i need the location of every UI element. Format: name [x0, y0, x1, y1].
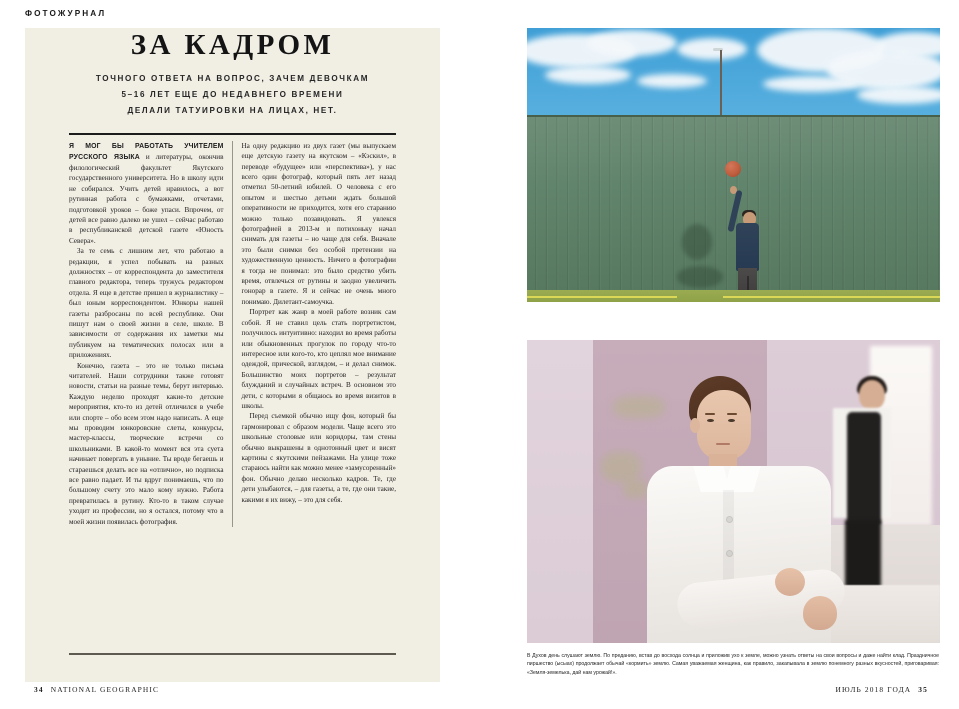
portrait-eyebrow-left: [705, 413, 715, 415]
background-student-head: [859, 380, 885, 410]
portrait-ear: [690, 418, 700, 433]
basketball: [725, 161, 741, 177]
shirt-button: [726, 516, 733, 523]
wall-stain: [601, 452, 641, 482]
boy-jacket: [736, 223, 759, 271]
portrait-face: [697, 390, 751, 460]
article-column-2: [233, 141, 397, 527]
cloud-shape: [587, 30, 677, 56]
deck-line-1: ТОЧНОГО ОТВЕТА НА ВОПРОС, ЗАЧЕМ ДЕВОЧКАМ: [95, 74, 370, 84]
field-marking-line: [527, 296, 677, 298]
issue-date: ИЮЛЬ 2018 ГОДА: [835, 685, 912, 694]
background-student-vest: [847, 412, 881, 524]
cloud-shape: [545, 66, 631, 84]
page-title: ЗА КАДРОМ: [130, 29, 335, 61]
article-column-1: [69, 141, 233, 527]
cloud-shape: [857, 86, 940, 104]
photo-caption: В Духов день слушают землю. По преданию, встав до восхода солнца и приложив ухо к земле, можно узнать ответы на свои вопросы и даже найти клад. Праздничное пиршество (ысыах) продолжает обычай «кормить» землю. Самая уважаемая женщина, как правило, закапывала в землю понемногу разных вкусностей, приговаривая: «Земля-земелька, дай нам урожай!».: [527, 653, 939, 676]
page-number: 35: [918, 685, 928, 694]
photo-schoolboy-portrait: [527, 340, 940, 643]
photo-boy-with-ball: [527, 28, 940, 302]
portrait-eyebrow-right: [727, 413, 737, 415]
fence-top-edge: [527, 115, 940, 117]
right-page: [480, 0, 959, 709]
cloud-shape: [677, 38, 747, 60]
cloud-shape: [763, 76, 859, 92]
paragraph: На одну редакцию из двух газет (мы выпускаем еще детскую газету на якутском – «Кэскил», в переводе «будущее» или «перспектива»), у нас всего один фотограф, который пять лет назад отметил 50-летний юбилей. О человека с его опытом и шестью детьми ждать большой оперативности не приходится, хотя его старанию можно только позавидовать. Я увлекся фотографией в 2013-м и потихоньку начал снимать для газеты – но чаще для себя. Вначале это были снимки без особой претензии на художественную ценность. Ничего в фотографии я тогда не понимал: это было средство убить время, отвлечься от рутины и заодно увеличить гонорар в газете. Я и сейчас не очень много понимаю. Дилетант-самоучка.: [241, 141, 396, 306]
folio-left: [34, 685, 159, 694]
section-kicker: ФОТОЖУРНАЛ: [25, 9, 107, 18]
divider-top: [69, 133, 396, 135]
folio-right: [835, 685, 928, 694]
publication-name: NATIONAL GEOGRAPHIC: [50, 685, 160, 694]
paragraph: Перед съемкой обычно ищу фон, который бы гармонировал с образом модели. Чаще всего это школьные столовые или коридоры, там стены обычно выкрашены в однотонный цвет и висят картины с якутскими пейзажами. На улице тоже стараюсь найти как можно менее «замусоренный» фон. Обычно делаю несколько кадров. Те, где дети улыбаются, – для газеты, а те, где они такие, какими я их вижу, – это для себя.: [241, 412, 396, 504]
paragraph: [69, 141, 224, 246]
shirt-button: [726, 550, 733, 557]
lead-in-text: Я МОГ БЫ РАБОТАТЬ УЧИТЕЛЕМ РУССКОГО ЯЗЫКА: [69, 142, 224, 161]
wall-shadow: [682, 224, 712, 260]
wall-stain: [613, 396, 665, 418]
article: [69, 30, 396, 527]
page-number: 34: [34, 685, 44, 694]
deck-line-3: ДЕЛАЛИ ТАТУИРОВКИ НА ЛИЦАХ, НЕТ.: [127, 106, 338, 115]
paragraph: За те семь с лишним лет, что работаю в редакции, я успел побывать на разных должностях – от корреспондента до заместителя главного редактора, теперь тружусь редактором отдела. Я еще в детстве пришел в журналистику – был юным корреспондентом. Юнкоры нашей газеты разбросаны по всей республике. Они пишут нам о своей жизни в селе, школе. В зависимости от содержания их заметки мы публикуем на тематических полосах или в приложениях.: [69, 247, 224, 360]
article-deck: [69, 71, 396, 118]
paragraph: Портрет как жанр в моей работе возник сам собой. Я не ставил цель стать портретистом, получилось интуитивно: находил во время работы или обыкновенных прогулок по городу что-то интересное или кого-то, кто цеплял мое внимание одеждой, прической, взглядом, – и делал снимок. Большинство моих портретов – результат блужданий и случайных встреч. В основном это дети, с которыми я общаюсь во время визитов в школы.: [241, 308, 396, 410]
divider-bottom: [69, 653, 396, 655]
portrait-fist: [803, 596, 837, 630]
portrait-hand-upper: [775, 568, 805, 596]
wall-shadow: [677, 266, 723, 288]
paragraph: Конечно, газета – это не только письма читателей. Наши сотрудники также готовят новости, статьи на разные темы, берут интервью. Каждую неделю проходят какие-то детские мероприятия, кто-то из детей отличился в учебе или спорте – обо всем этом надо написать. А еще мы проводим юнкоровские слеты, конкурсы, мастер-классы, творческие встречи со школьниками. В какой-то момент вся эта суета начинает повергать в уныние. Ты вроде бегаешь и стараешься делать все на «отлично», но подписка все равно падает. И ты вдруг понимаешь, что по большому счету это мало кому нужно. Работа превратилась в рутину. Кто-то в таком случае уходит из профессии, но я остался, потому что в моей жизни появилась фотография.: [69, 361, 224, 526]
field-marking-line: [723, 296, 940, 298]
paragraph-text: и литературы, окончив филологический факультет Якутского государственного университета. Но в школу идти не собирался. Учить детей нравилось, а вот рутинная работа с бумажками, отчетами, подготовкой уроков – боже упаси. Впрочем, от детей все равно далеко не ушел – сейчас работаю в республиканской детской газете «Юность Севера».: [69, 152, 224, 245]
streetlamp-pole: [720, 50, 722, 116]
wall-panel-left: [527, 340, 593, 643]
deck-line-2: 5–16 ЛЕТ ЕЩЕ ДО НЕДАВНЕГО ВРЕМЕНИ: [121, 90, 344, 100]
wall-stain: [623, 480, 649, 498]
article-columns: [69, 141, 396, 527]
cloud-shape: [637, 74, 707, 88]
